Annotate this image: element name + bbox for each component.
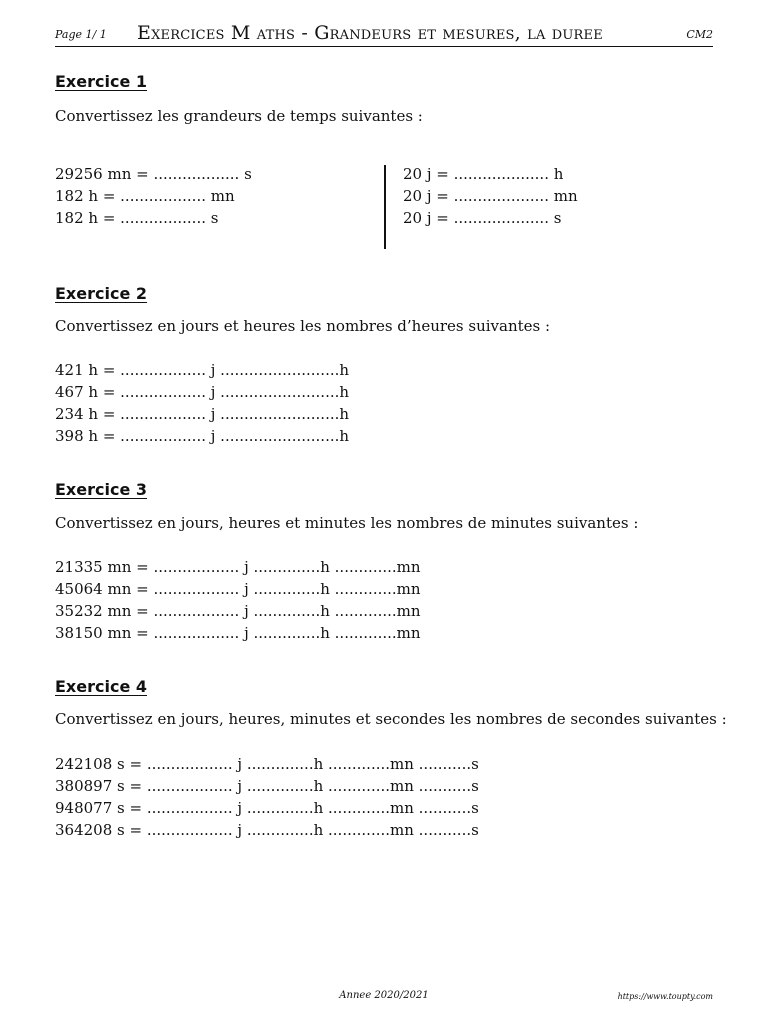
exercise-3-line: 35232 mn = .................. j ..............h .............mn xyxy=(55,602,421,620)
exercise-3-line: 21335 mn = .................. j ..............h .............mn xyxy=(55,558,421,576)
exercise-1-line: 182 h = .................. s xyxy=(55,209,219,227)
exercise-4-lines xyxy=(55,753,479,841)
exercise-1-left-column xyxy=(55,163,252,229)
page-title: Exercices M aths - Grandeurs et mesures, la duree xyxy=(137,22,603,44)
exercise-1-line: 20 j = .................... h xyxy=(403,165,564,183)
exercise-1-instruction: Convertissez les grandeurs de temps suivantes : xyxy=(55,107,423,125)
exercise-3-line: 45064 mn = .................. j ..............h .............mn xyxy=(55,580,421,598)
exercise-2-line: 234 h = .................. j .........................h xyxy=(55,405,350,423)
exercise-4-line: 364208 s = .................. j ..............h .............mn ...........s xyxy=(55,821,479,839)
exercise-2-line: 398 h = .................. j .........................h xyxy=(55,427,350,445)
exercise-2-line: 467 h = .................. j .........................h xyxy=(55,383,350,401)
exercise-4-line: 948077 s = .................. j ..............h .............mn ...........s xyxy=(55,799,479,817)
exercise-3-heading: Exercice 3 xyxy=(55,480,147,499)
exercise-2-line: 421 h = .................. j .........................h xyxy=(55,361,350,379)
exercise-1-line: 182 h = .................. mn xyxy=(55,187,235,205)
exercise-4-line: 242108 s = .................. j ..............h .............mn ...........s xyxy=(55,755,479,773)
exercise-1-line: 20 j = .................... s xyxy=(403,209,562,227)
exercise-1-heading: Exercice 1 xyxy=(55,72,147,91)
page-number: Page 1/ 1 xyxy=(55,28,107,41)
exercise-3-instruction: Convertissez en jours, heures et minutes les nombres de minutes suivantes : xyxy=(55,514,639,532)
page-header xyxy=(55,22,713,47)
column-divider xyxy=(384,165,386,249)
exercise-1-line: 29256 mn = .................. s xyxy=(55,165,252,183)
exercise-4-heading: Exercice 4 xyxy=(55,677,147,696)
exercise-2-instruction: Convertissez en jours et heures les nombres d’heures suivantes : xyxy=(55,317,551,335)
exercise-3-line: 38150 mn = .................. j ..............h .............mn xyxy=(55,624,421,642)
exercise-4-line: 380897 s = .................. j ..............h .............mn ...........s xyxy=(55,777,479,795)
exercise-1-right-column xyxy=(403,163,578,229)
exercise-4-instruction: Convertissez en jours, heures, minutes et secondes les nombres de secondes suivantes : xyxy=(55,710,727,728)
class-level: CM2 xyxy=(686,28,713,41)
exercise-2-lines xyxy=(55,359,349,447)
exercise-1-line: 20 j = .................... mn xyxy=(403,187,578,205)
exercise-2-heading: Exercice 2 xyxy=(55,284,147,303)
exercise-3-lines xyxy=(55,556,421,644)
footer-url: https://www.toupty.com xyxy=(617,992,713,1001)
footer-year: Annee 2020/2021 xyxy=(339,990,429,1001)
